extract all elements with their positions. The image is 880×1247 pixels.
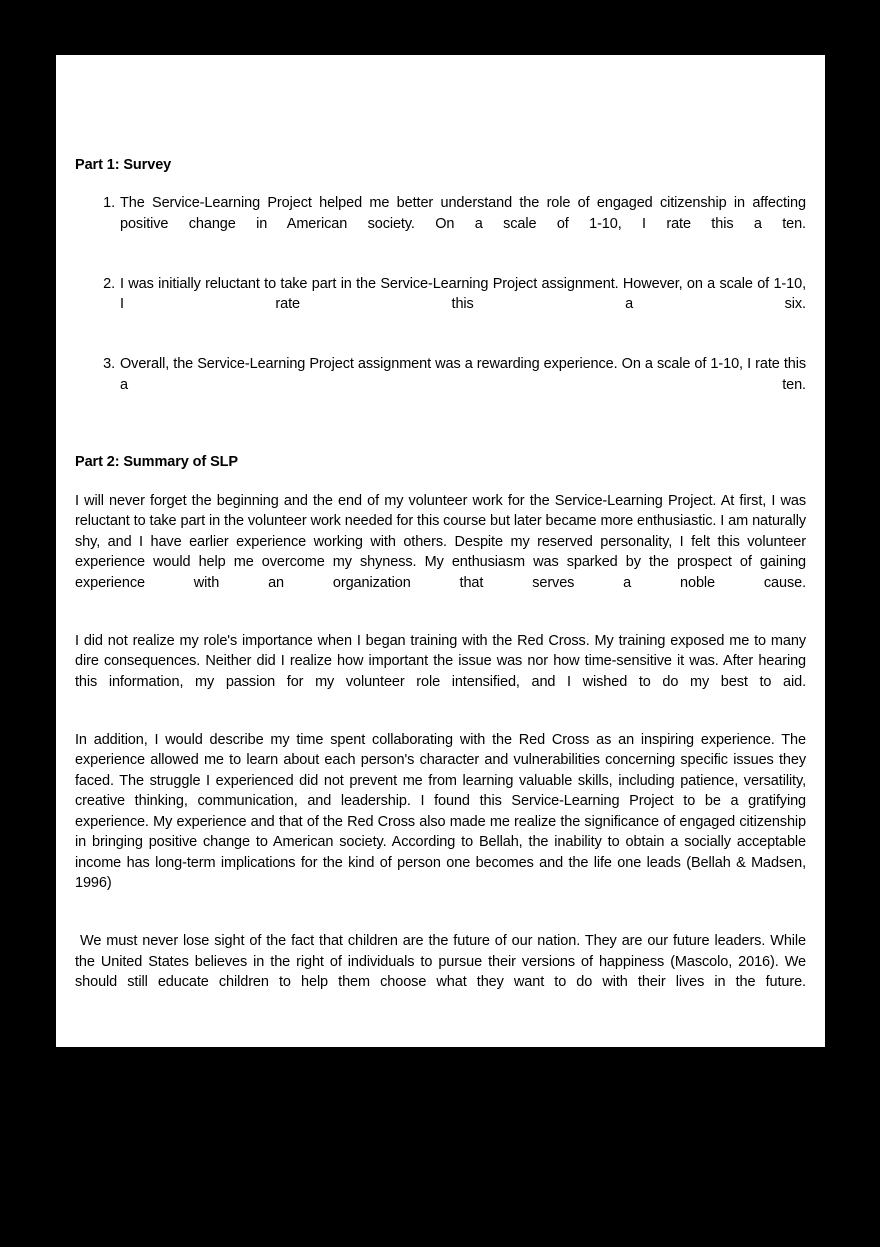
paragraph: In addition, I would describe my time spent collaborating with the Red Cross as an inspiring experience. The experience allowed me to learn about each person's character and vulnerabilities concerning specific issues they faced. The struggle I experienced did not prevent me from learning valuable skills, including patience, versatility, creative thinking, communication, and leadership. I found this Service-Learning Project to be a gratifying experience. My experience and that of the Red Cross also made me realize the significance of engaged citizenship in bringing positive change to American society. According to Bellah, the inability to obtain a socially acceptable income has long-term implications for the kind of person one becomes and the life one leads (Bellah & Madsen, 1996)	[75, 731, 810, 891]
list-item: I was initially reluctant to take part in the Service-Learning Project assignment. However, on a scale of 1-10, I rate this a six.	[120, 275, 806, 312]
paragraph: We must never lose sight of the fact that children are the future of our nation. They are our future leaders. While the United States believes in the right of individuals to pursue their versions of happiness (Mascolo, 2016). We should still educate children to help them choose what they want to do with their lives in the future.	[75, 933, 810, 990]
survey-list	[75, 193, 806, 416]
paragraph: I will never forget the beginning and the end of my volunteer work for the Service-Learning Project. At first, I was reluctant to take part in the volunteer work needed for this course but later became more enthusiastic. I am naturally shy, and I have earlier experience working with others. Despite my reserved personality, I felt this volunteer experience would help me overcome my shyness. My enthusiasm was sparked by the prospect of gaining experience with an organization that serves a noble cause.	[75, 492, 810, 591]
document-page	[56, 55, 825, 1047]
list-item: The Service-Learning Project helped me better understand the role of engaged citizenship in affecting positive change in American society. On a scale of 1-10, I rate this a ten.	[120, 195, 806, 232]
part1-heading: Part 1: Survey	[75, 157, 172, 173]
list-item: Overall, the Service-Learning Project assignment was a rewarding experience. On a scale of 1-10, I rate this a ten.	[120, 356, 806, 393]
document-content	[75, 155, 810, 1013]
paragraph: I did not realize my role's importance when I began training with the Red Cross. My training exposed me to many dire consequences. Neither did I realize how important the issue was nor how time-sensitive it was. After hearing this information, my passion for my volunteer role intensified, and I wished to do my best to aid.	[75, 632, 810, 690]
part2-heading: Part 2: Summary of SLP	[75, 453, 238, 470]
